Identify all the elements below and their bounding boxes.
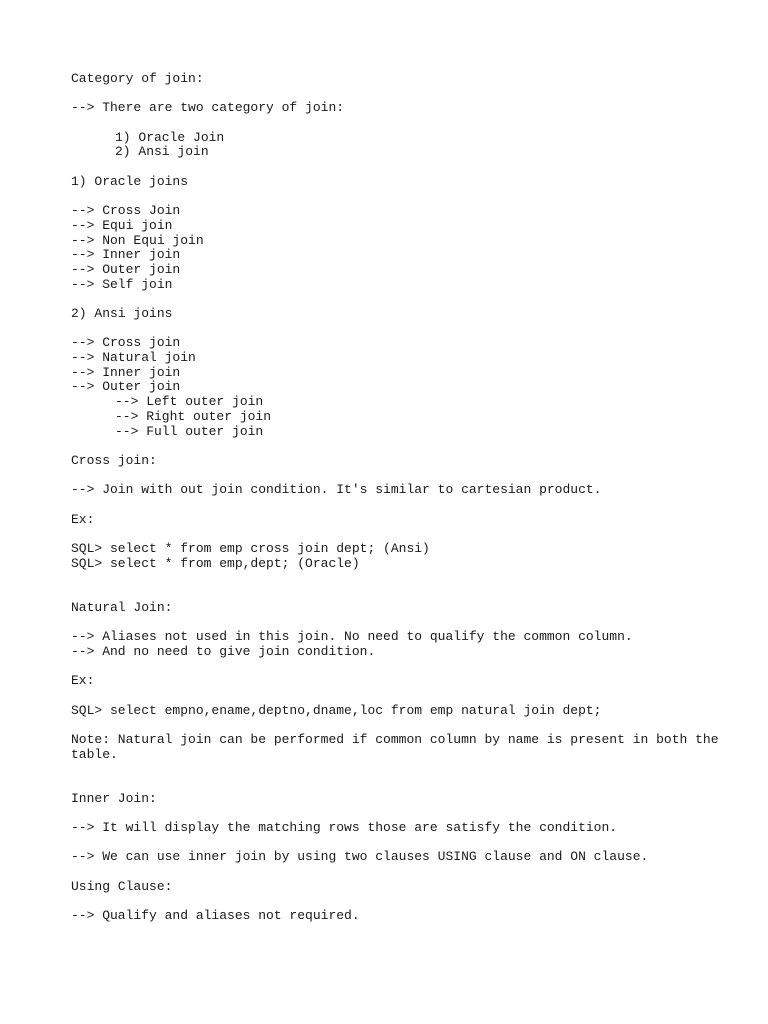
blank-line	[71, 586, 731, 601]
sql-statement: SQL> select empno,ename,deptno,dname,loc from emp natural join dept;	[71, 702, 602, 718]
list-item: --> Cross join	[71, 335, 181, 351]
blank-line	[71, 160, 731, 175]
list-item: --> Equi join	[71, 217, 173, 233]
blank-line	[71, 895, 731, 910]
blank-line	[71, 689, 731, 704]
list-item: 1) Oracle Join	[115, 129, 225, 145]
blank-line	[71, 292, 731, 307]
document-page	[71, 72, 731, 924]
blank-line	[71, 116, 731, 131]
blank-line	[71, 527, 731, 542]
note-text: Note: Natural join can be performed if common column by name is present in both the table.	[71, 731, 719, 762]
blank-line	[71, 322, 731, 337]
list-item: --> Inner join	[71, 247, 181, 263]
blank-line	[71, 762, 731, 777]
list-item: --> Left outer join	[115, 394, 264, 410]
list-item: --> Cross Join	[71, 203, 181, 219]
list-item: --> Self join	[71, 276, 173, 292]
blank-line	[71, 439, 731, 454]
text-line: --> Aliases not used in this join. No need to qualify the common column.	[71, 629, 633, 645]
text-line: --> It will display the matching rows those are satisfy the condition.	[71, 820, 618, 836]
sql-statement: SQL> select * from emp,dept; (Oracle)	[71, 555, 360, 571]
text-line: --> Qualify and aliases not required.	[71, 908, 360, 924]
list-item: --> Natural join	[71, 350, 196, 366]
blank-line	[71, 806, 731, 821]
blank-line	[71, 836, 731, 851]
list-item: --> Inner join	[71, 364, 181, 380]
blank-line	[71, 777, 731, 792]
heading-oracle-joins: 1) Oracle joins	[71, 173, 189, 189]
blank-line	[71, 615, 731, 630]
text-line: --> We can use inner join by using two clauses USING clause and ON clause.	[71, 849, 649, 865]
blank-line	[71, 718, 731, 733]
list-item: --> Outer join	[71, 379, 181, 395]
text-line: --> There are two category of join:	[71, 100, 345, 116]
blank-line	[71, 190, 731, 205]
list-item: 2) Ansi join	[115, 144, 209, 160]
sql-statement: SQL> select * from emp cross join dept; (Ansi)	[71, 541, 430, 556]
heading-using-clause: Using Clause:	[71, 878, 173, 894]
heading-inner-join: Inner Join:	[71, 790, 157, 806]
heading-category-of-join: Category of join:	[71, 71, 204, 86]
text-line: --> And no need to give join condition.	[71, 643, 376, 659]
heading-natural-join: Natural Join:	[71, 599, 173, 615]
blank-line	[71, 660, 731, 675]
example-label: Ex:	[71, 673, 95, 689]
blank-line	[71, 87, 731, 102]
blank-line	[71, 469, 731, 484]
heading-cross-join: Cross join:	[71, 452, 157, 468]
example-label: Ex:	[71, 511, 95, 527]
list-item: --> Full outer join	[115, 423, 264, 439]
blank-line	[71, 498, 731, 513]
heading-ansi-joins: 2) Ansi joins	[71, 306, 173, 321]
list-item: --> Non Equi join	[71, 232, 204, 248]
blank-line	[71, 865, 731, 880]
blank-line	[71, 571, 731, 586]
list-item: --> Outer join	[71, 261, 181, 277]
list-item: --> Right outer join	[115, 408, 272, 424]
text-line: --> Join with out join condition. It's similar to cartesian product.	[71, 482, 602, 498]
